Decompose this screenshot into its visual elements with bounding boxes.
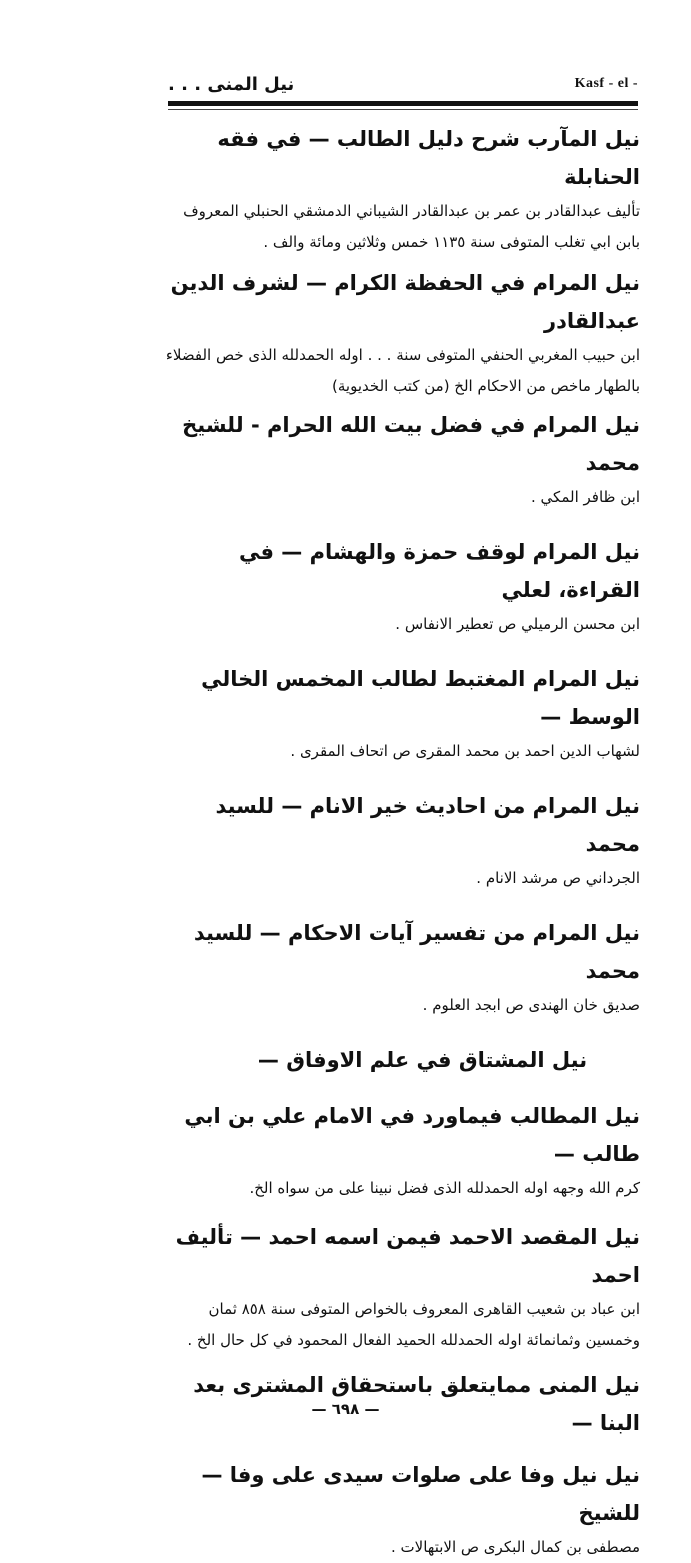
entry — [165, 533, 640, 640]
header-rule-thin — [168, 109, 638, 110]
section-label: Kasf - el - — [574, 76, 638, 91]
entry — [165, 1097, 640, 1204]
entry-body: ابن ظافر المكي . — [531, 488, 640, 506]
entry-title: نيل المرام لوقف حمزة والهشام — في القراءة، لعلي — [238, 540, 640, 602]
entry — [165, 406, 640, 513]
header-rule-thick — [168, 101, 638, 106]
entry-body: مصطفى بن كمال البكرى ص الابتهالات . — [391, 1538, 640, 1556]
entry — [165, 120, 640, 258]
entry-list — [165, 120, 640, 1563]
entry-body: كرم الله وجهه اوله الحمدلله الذى فضل نبينا على من سواه الخ. — [249, 1179, 640, 1197]
entry — [165, 914, 640, 1021]
entry-title: نيل المطالب فيماورد في الامام علي بن ابي طالب — — [184, 1104, 640, 1166]
entry — [165, 660, 640, 767]
entry — [165, 1041, 640, 1079]
running-title: نيل المنى . . . — [168, 74, 295, 95]
entry — [165, 787, 640, 894]
entry-body: الجرداني ص مرشد الانام . — [476, 869, 640, 887]
entry-title: نيل المنى ممايتعلق باستحقاق المشترى بعد البنا — — [193, 1373, 640, 1435]
entry-body: لشهاب الدين احمد بن محمد المقرى ص اتحاف المقرى . — [290, 742, 640, 760]
entry-title: نيل المرام من احاديث خير الانام — للسيد محمد — [215, 794, 640, 856]
page-number: — ٦٩٨ — — [311, 1400, 380, 1418]
entry-title: نيل المشتاق في علم الاوفاق — — [257, 1048, 588, 1072]
entry — [165, 1456, 640, 1563]
entry-title: نيل المرام في الحفظة الكرام — لشرف الدين عبدالقادر — [170, 271, 640, 333]
entry-title: نيل المرام المغتبط لطالب المخمس الخالي الوسط — — [201, 667, 640, 729]
entry-body: ابن محسن الرميلي ص تعطير الانفاس . — [395, 615, 640, 633]
entry-body: صديق خان الهندى ص ابجد العلوم . — [422, 996, 640, 1014]
entry-title: نيل المرام في فضل بيت الله الحرام - للشيخ محمد — [182, 413, 640, 475]
entry-title: نيل المرام من تفسير آيات الاحكام — للسيد محمد — [193, 921, 640, 983]
entry — [165, 264, 640, 402]
entry-title: نيل المآرب شرح دليل الطالب — في فقه الحنابلة — [217, 127, 640, 189]
entry-body: ابن حبيب المغربي الحنفي المتوفى سنة . . . اوله الحمدلله الذى خص الفضلاء بالطهار ماخص من الاحكام الخ (من كتب الخديوية) — [165, 346, 640, 395]
entry-title: نيل المقصد الاحمد فيمن اسمه احمد — تأليف احمد — [175, 1225, 640, 1287]
entry — [165, 1218, 640, 1356]
entry-body: تأليف عبدالقادر بن عمر بن عبدالقادر الشيباني الدمشقي الحنبلي المعروف بابن ابي تغلب المتوفى سنة ١١٣٥ خمس وثلاثين ومائة والف . — [183, 202, 640, 251]
entry-body: ابن عباد بن شعيب القاهرى المعروف بالخواص المتوفى سنة ٨٥٨ ثمان وخمسين وثمانمائة اوله الحمدلله الحميد الفعال المحمود في كل حال الخ . — [187, 1300, 640, 1349]
entry-title: نيل نيل وفا على صلوات سيدى على وفا — للشيخ — [201, 1463, 640, 1525]
